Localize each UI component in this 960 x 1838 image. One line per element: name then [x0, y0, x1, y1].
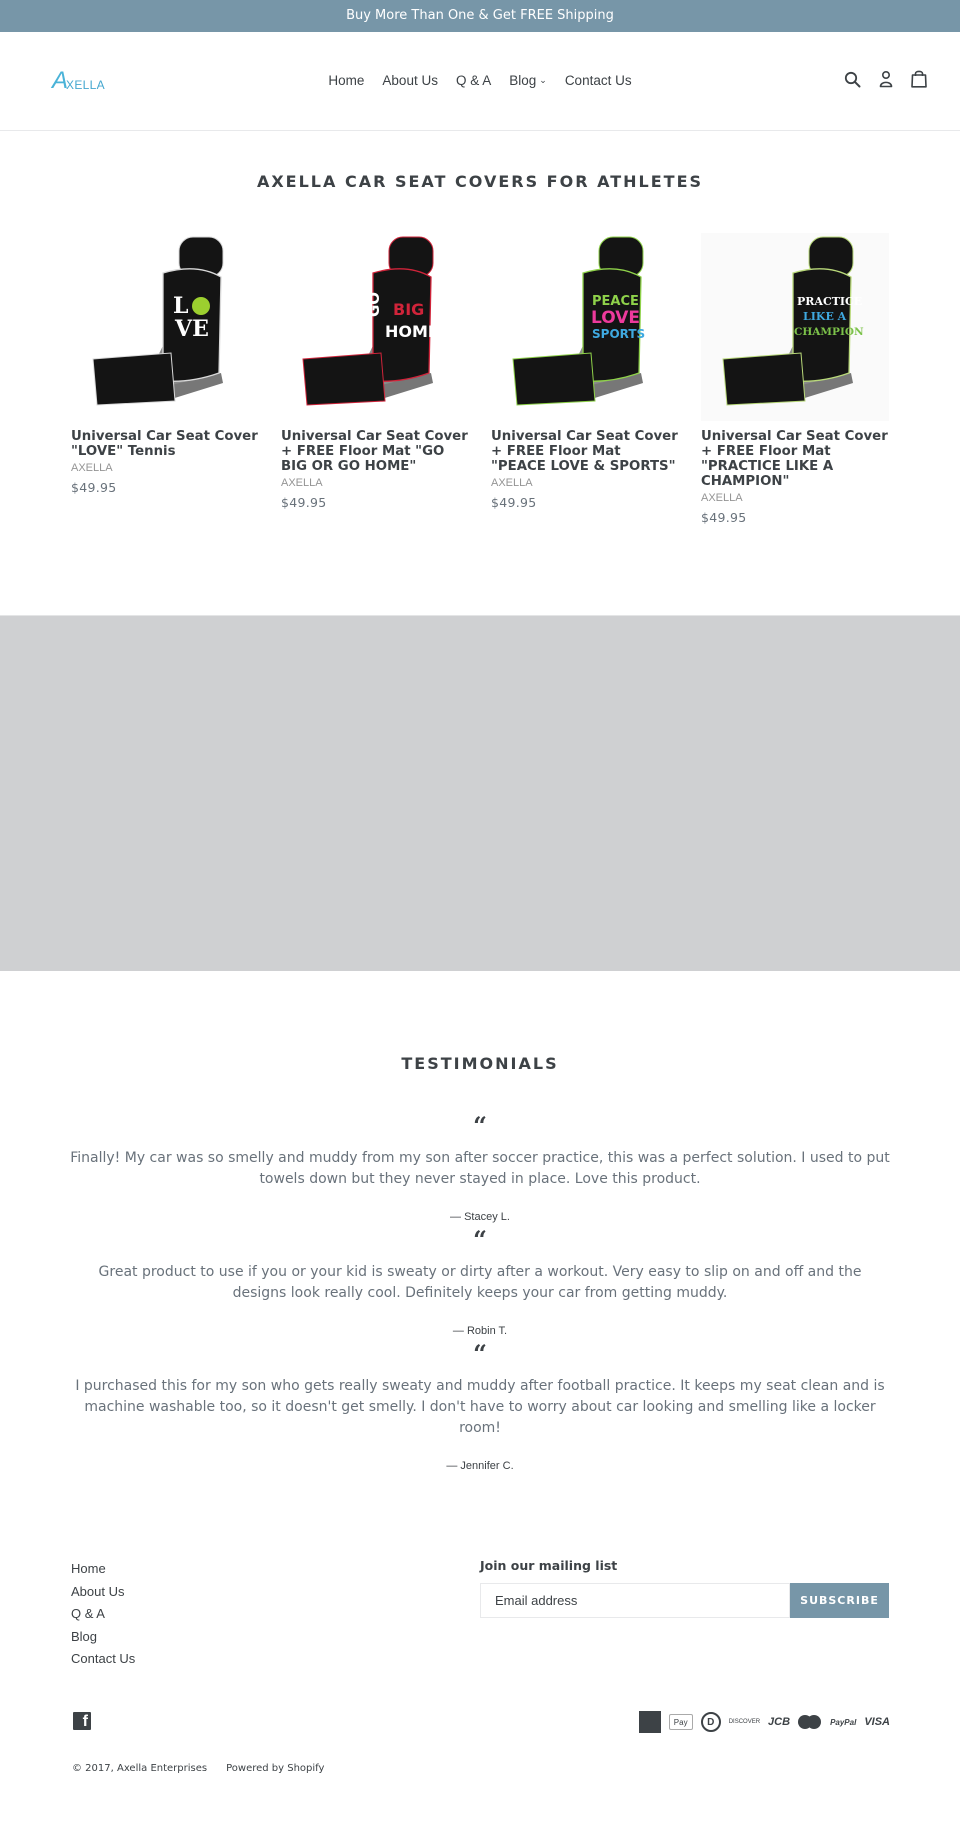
discover-label: DISCOVER	[728, 1719, 761, 1725]
svg-text:SPORTS: SPORTS	[592, 327, 646, 341]
account-icon[interactable]	[879, 70, 893, 88]
nav-q-and-a[interactable]	[456, 73, 491, 88]
footer-link-blog[interactable]: Blog	[71, 1628, 98, 1644]
svg-text:PRACTICE: PRACTICE	[797, 295, 863, 308]
testimonial-author: — Robin T.	[452, 1325, 508, 1337]
header-icons	[844, 70, 927, 88]
apple-pay-icon	[669, 1714, 693, 1730]
product-price: $49.95	[71, 480, 117, 495]
facebook-glyph: f	[82, 1713, 88, 1730]
testimonial	[70, 1339, 890, 1472]
product-card[interactable]	[281, 233, 469, 525]
product-price: $49.95	[281, 495, 327, 510]
paypal-label: PayPal	[830, 1717, 857, 1727]
svg-text:GO: GO	[365, 291, 383, 317]
svg-text:PEACE: PEACE	[592, 294, 639, 309]
svg-text:L: L	[173, 293, 189, 319]
quote-icon: “	[473, 1339, 487, 1368]
svg-text:LIKE A: LIKE A	[803, 310, 847, 323]
svg-text:LOVE: LOVE	[591, 308, 640, 328]
visa-icon	[864, 1712, 890, 1732]
powered-by-link[interactable]: Powered by Shopify	[226, 1763, 325, 1774]
discover-icon	[729, 1712, 760, 1732]
nav-blog[interactable]	[509, 73, 547, 88]
announcement-bar	[0, 0, 960, 32]
subscribe-button[interactable]: SUBSCRIBE	[790, 1583, 889, 1618]
product-vendor: AXELLA	[281, 477, 323, 489]
email-input[interactable]	[480, 1583, 790, 1618]
amex-icon	[639, 1711, 661, 1733]
product-price: $49.95	[701, 510, 747, 525]
product-price: $49.95	[491, 495, 537, 510]
testimonial-author: — Jennifer C.	[446, 1460, 514, 1472]
product-vendor: AXELLA	[71, 462, 113, 474]
nav-about-us-label: About Us	[382, 73, 438, 88]
product-title[interactable]: Universal Car Seat Cover "LOVE" Tennis	[71, 429, 258, 459]
testimonial	[70, 1225, 890, 1337]
testimonials-title: TESTIMONIALS	[401, 1054, 559, 1073]
testimonial-author: — Stacey L.	[450, 1211, 510, 1223]
testimonial-text: I purchased this for my son who gets really sweaty and muddy after football practice. It keeps my seat clean and is machine washable too, so it doesn't get smelly. I don't have to worry about car looking and smelling like a locker room!	[75, 1378, 885, 1436]
nav-home[interactable]	[328, 73, 364, 88]
chevron-down-icon: ⌄	[539, 75, 547, 85]
product-vendor: AXELLA	[701, 492, 743, 504]
visa-label: VISA	[864, 1716, 890, 1728]
jcb-label: JCB	[768, 1716, 791, 1728]
testimonial-text: Finally! My car was so smelly and muddy from my son after soccer practice, this was a perfect solution. I used to put towels down but they never stayed in place. Love this product.	[70, 1150, 890, 1187]
paypal-icon	[830, 1712, 856, 1732]
copyright-text: © 2017, Axella Enterprises	[72, 1763, 208, 1774]
jcb-icon	[768, 1712, 790, 1732]
svg-text:BIG: BIG	[393, 300, 425, 319]
product-title[interactable]: Universal Car Seat Cover + FREE Floor Mat "GO BIG OR GO HOME"	[281, 429, 468, 474]
site-header	[0, 32, 960, 131]
footer-link-q-and-a[interactable]: Q & A	[71, 1606, 105, 1621]
product-image[interactable]	[71, 233, 259, 421]
product-vendor: AXELLA	[491, 477, 533, 489]
footer-link-contact-us[interactable]: Contact Us	[71, 1651, 136, 1666]
quote-icon: “	[473, 1225, 487, 1254]
nav-contact-us-label: Contact Us	[564, 73, 632, 88]
product-card[interactable]	[491, 233, 679, 525]
logo-initial: A	[52, 67, 69, 94]
collection-title: AXELLA CAR SEAT COVERS FOR ATHLETES	[256, 172, 704, 191]
newsletter	[480, 1558, 889, 1618]
svg-text:HOME!: HOME!	[385, 322, 447, 341]
diners-label: D	[707, 1716, 715, 1728]
quote-icon: “	[473, 1111, 487, 1140]
main-nav	[0, 73, 960, 88]
product-title[interactable]: Universal Car Seat Cover + FREE Floor Mat "PRACTICE LIKE A CHAMPION"	[701, 429, 888, 489]
product-image[interactable]	[701, 233, 889, 421]
product-image[interactable]	[491, 233, 679, 421]
product-image[interactable]	[281, 233, 469, 421]
svg-text:CHAMPION: CHAMPION	[794, 326, 864, 338]
testimonial-text: Great product to use if you or your kid is sweaty or dirty after a workout. Very easy to slip on and off and the designs look really cool. Definitely keeps your car from getting muddy.	[98, 1264, 862, 1301]
logo-text: XELLA	[66, 78, 105, 92]
cart-icon[interactable]	[911, 70, 927, 88]
product-title[interactable]: Universal Car Seat Cover + FREE Floor Mat "PEACE LOVE & SPORTS"	[491, 429, 678, 474]
svg-text:VE: VE	[175, 316, 209, 342]
testimonial	[70, 1111, 890, 1223]
nav-q-and-a-label: Q & A	[455, 73, 492, 88]
facebook-icon[interactable]	[73, 1712, 91, 1730]
diners-club-icon	[701, 1712, 721, 1732]
product-card[interactable]	[71, 233, 259, 525]
image-placeholder-band	[0, 615, 960, 971]
nav-blog-label: Blog	[509, 73, 537, 88]
copyright	[72, 1763, 324, 1774]
footer-link-home[interactable]: Home	[71, 1561, 106, 1576]
newsletter-title: Join our mailing list	[480, 1558, 618, 1573]
nav-home-label: Home	[328, 73, 365, 88]
footer-link-about-us[interactable]: About Us	[71, 1583, 125, 1599]
announcement-text: Buy More Than One & Get FREE Shipping	[346, 8, 614, 23]
footer-links	[71, 1558, 135, 1671]
nav-contact-us[interactable]	[565, 73, 632, 88]
nav-about-us[interactable]	[382, 73, 438, 88]
newsletter-form	[480, 1583, 889, 1618]
search-icon[interactable]	[844, 71, 861, 88]
product-grid	[71, 233, 889, 525]
apple-pay-label: Pay	[673, 1717, 688, 1727]
mastercard-icon	[798, 1715, 822, 1729]
payment-icons	[639, 1711, 890, 1733]
product-card[interactable]	[701, 233, 889, 525]
